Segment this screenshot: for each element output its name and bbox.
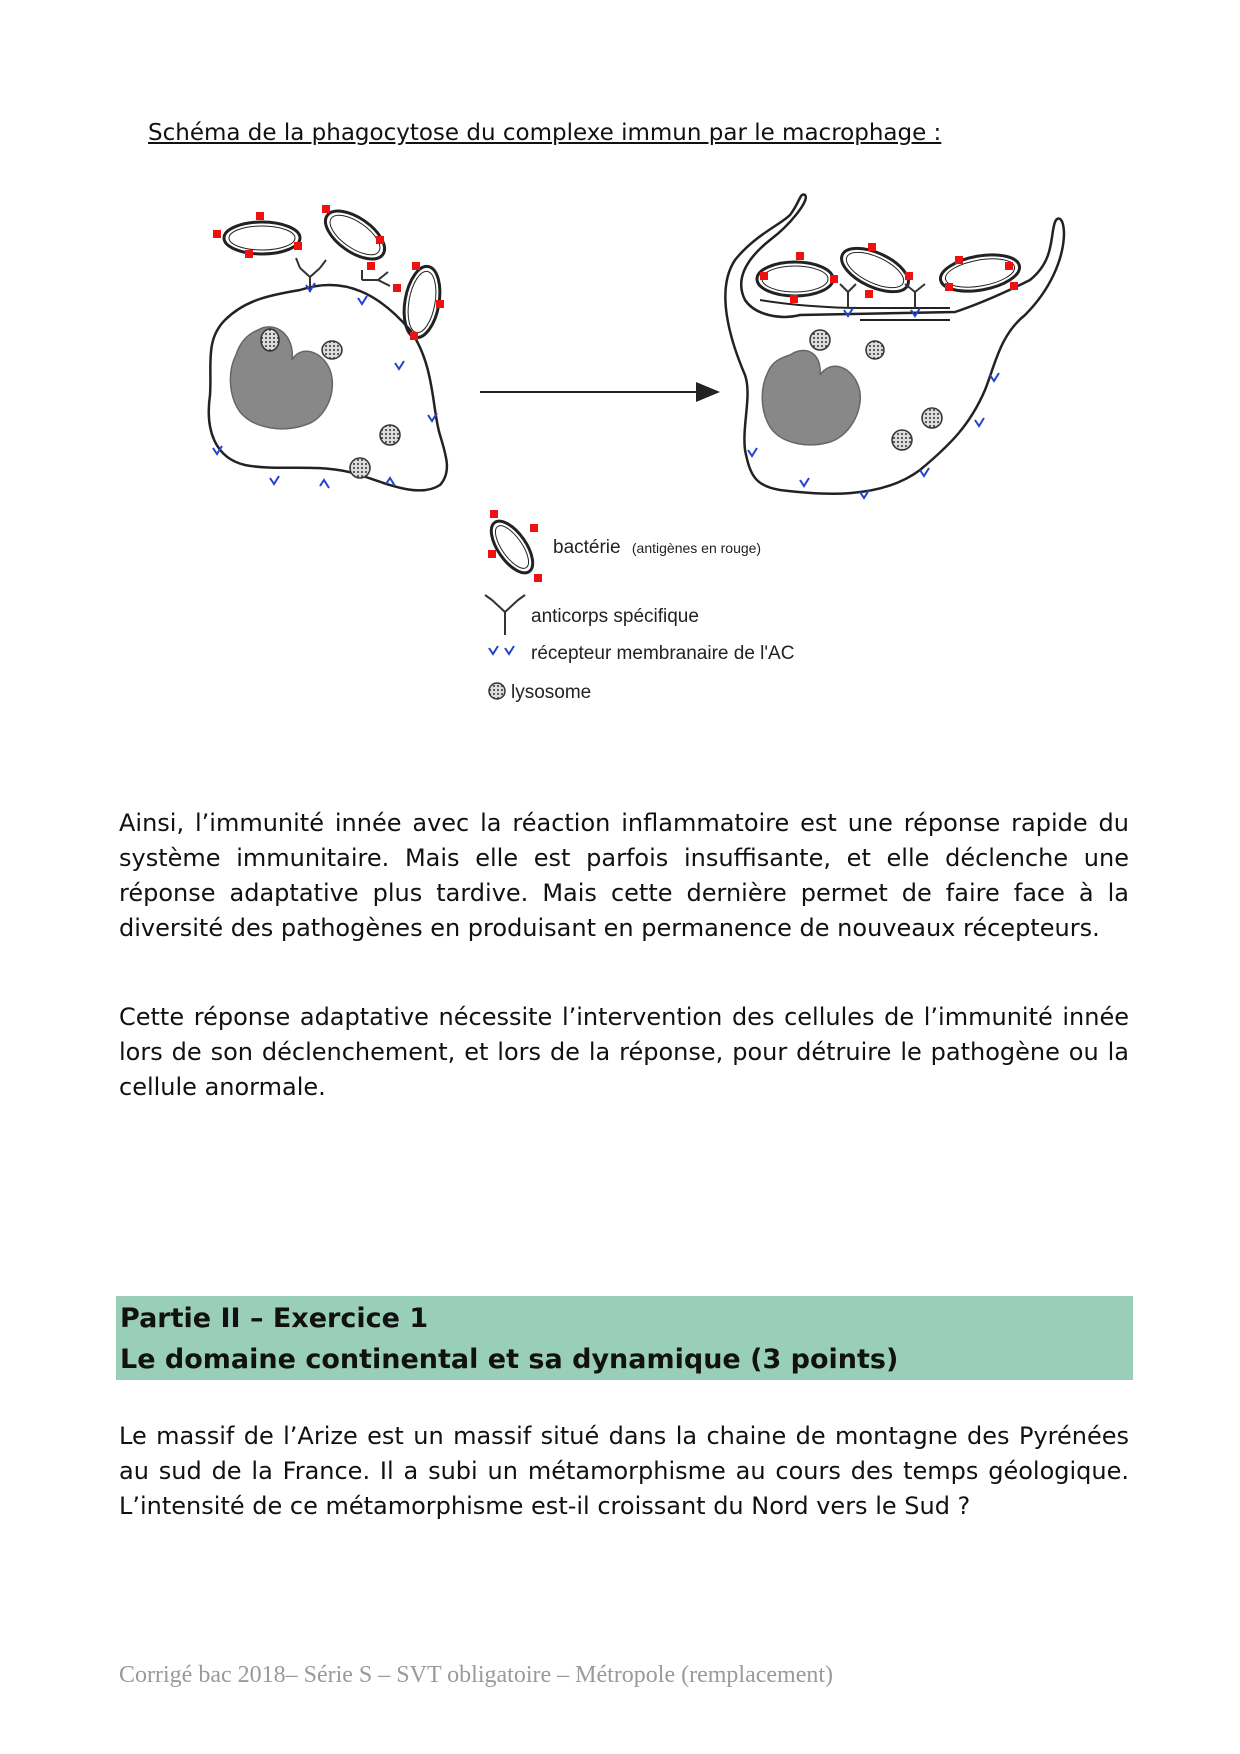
legend-receptor-label: récepteur membranaire de l'AC [531, 643, 795, 664]
bacterium [229, 226, 295, 250]
lysosome [922, 408, 942, 428]
lysosome [350, 458, 370, 478]
antigens [213, 205, 444, 340]
legend-lysosome-label: lysosome [511, 682, 592, 703]
lysosome [261, 329, 279, 351]
antibody-icon [485, 595, 525, 635]
bacterium [943, 254, 1016, 292]
lysosome [892, 430, 912, 450]
lysosome [322, 341, 342, 359]
legend-antibody-label: anticorps spécifique [531, 606, 699, 627]
nucleus [230, 327, 332, 429]
bacterium [404, 269, 440, 335]
antibodies [840, 284, 925, 308]
lysosome [810, 330, 830, 350]
paragraph-innate-immunity: Ainsi, l’immunité innée avec la réaction inflammatoire est une réponse rapide du système immunitaire. Mais elle est parfois insuffisante, et elle déclenche une réponse adaptative plus tardive. Mais cette dernière permet de faire face à la diversité des pathogènes en produisant en permanence de nouveaux récepteurs. [119, 809, 1129, 942]
lysosome [380, 425, 400, 445]
legend-bacteria-note: (antigènes en rouge) [631, 540, 762, 556]
receptor-icon [489, 646, 514, 654]
antigens [760, 243, 1018, 303]
legend-bacteria-label [553, 537, 761, 558]
legend-bacteria-name: bactérie [553, 537, 621, 558]
macrophage-after [725, 194, 1064, 498]
lysosome [866, 341, 884, 359]
section-title-line2: Le domaine continental et sa dynamique (3 points) [120, 1344, 899, 1375]
page-footer: Corrigé bac 2018– Série S – SVT obligatoire – Métropole (remplacement) [119, 1662, 834, 1688]
phagocytosis-diagram [0, 180, 1240, 730]
nucleus [762, 351, 860, 445]
legend [483, 510, 794, 703]
schema-caption: Schéma de la phagocytose du complexe immun par le macrophage : [148, 120, 942, 146]
bacterium [762, 266, 828, 292]
section-title-line1: Partie II – Exercice 1 [120, 1303, 429, 1334]
bacterium [224, 222, 300, 254]
macrophage-before [209, 285, 447, 491]
paragraph-adaptive-response: Cette réponse adaptative nécessite l’intervention des cellules de l’immunité innée lors de son déclenchement, et lors de la réponse, pour détruire le pathogène ou la cellule anormale. [119, 1003, 1129, 1101]
section-header [116, 1296, 1133, 1380]
bacterium [757, 262, 833, 296]
lysosome-icon [489, 683, 505, 699]
macrophage-membrane [725, 194, 1064, 493]
paragraph-exercise-intro: Le massif de l’Arize est un massif situé dans la chaine de montagne des Pyrénées au sud de la France. Il a subi un métamorphisme au cours des temps géologique. L’intensité de ce métamorphisme est-il croissant du Nord vers le Sud ? [119, 1422, 1129, 1520]
